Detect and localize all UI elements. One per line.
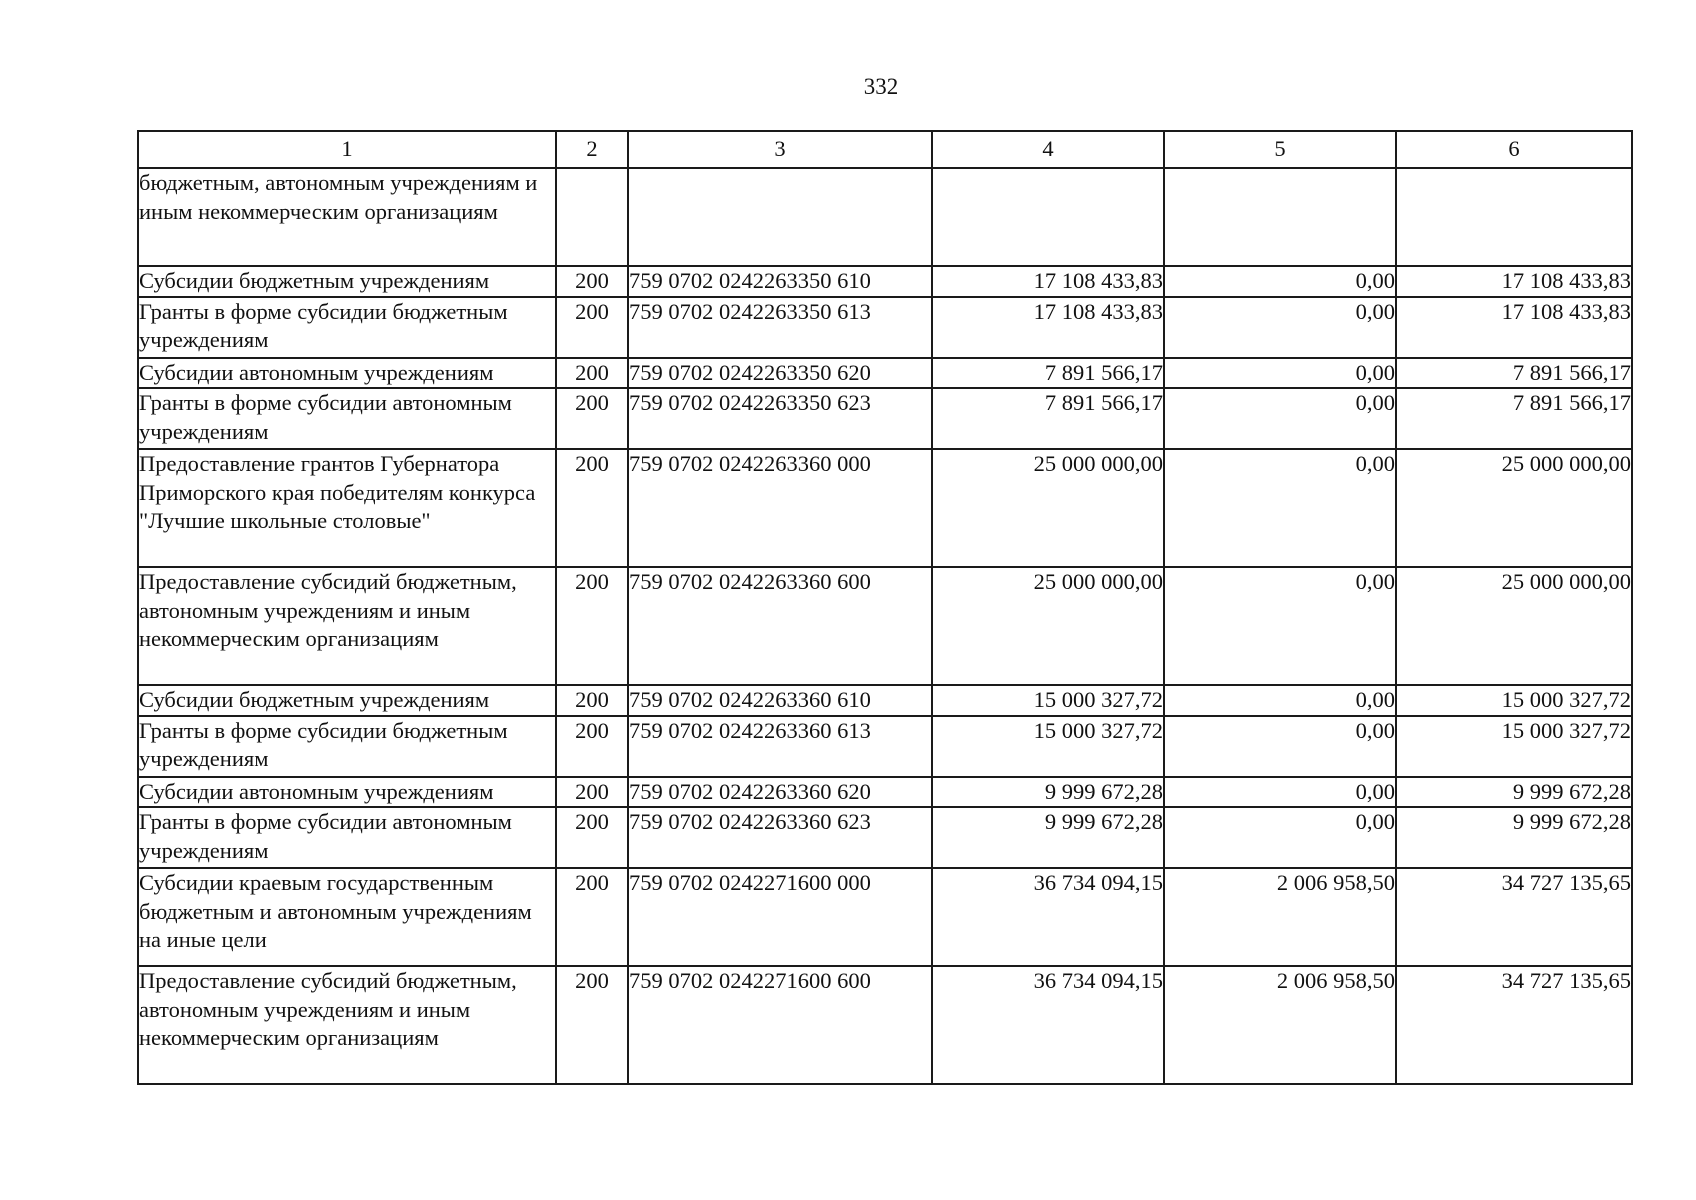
row-amount-col4: 25 000 000,00: [932, 567, 1164, 685]
table-row: [138, 807, 1632, 868]
table-row: [138, 567, 1632, 685]
row-grbs: 200: [556, 449, 628, 567]
row-amount-col6: 15 000 327,72: [1396, 685, 1632, 716]
row-amount-col4: 7 891 566,17: [932, 388, 1164, 449]
row-name: Гранты в форме субсидии бюджетным учреждениям: [138, 716, 556, 777]
row-code: 759 0702 0242263350 610: [628, 266, 932, 297]
table-row: [138, 685, 1632, 716]
row-amount-col4: 9 999 672,28: [932, 807, 1164, 868]
row-amount-col4: 25 000 000,00: [932, 449, 1164, 567]
row-amount-col6: 17 108 433,83: [1396, 297, 1632, 358]
column-header: 3: [628, 131, 932, 168]
row-amount-col4: 36 734 094,15: [932, 966, 1164, 1084]
row-code: 759 0702 0242263360 610: [628, 685, 932, 716]
table-row: [138, 388, 1632, 449]
row-amount-col6: 34 727 135,65: [1396, 868, 1632, 966]
row-code: 759 0702 0242263360 623: [628, 807, 932, 868]
row-code: [628, 168, 932, 266]
row-code: 759 0702 0242263360 613: [628, 716, 932, 777]
table-header-row: [138, 131, 1632, 168]
row-amount-col6: [1396, 168, 1632, 266]
row-code: 759 0702 0242263350 623: [628, 388, 932, 449]
row-name: Субсидии автономным учреждениям: [138, 777, 556, 808]
row-amount-col4: 9 999 672,28: [932, 777, 1164, 808]
row-amount-col4: [932, 168, 1164, 266]
row-amount-col5: 0,00: [1164, 449, 1396, 567]
page-number: 332: [863, 74, 899, 99]
table-row: [138, 868, 1632, 966]
row-grbs: [556, 168, 628, 266]
row-code: 759 0702 0242271600 000: [628, 868, 932, 966]
row-amount-col6: 9 999 672,28: [1396, 807, 1632, 868]
row-amount-col4: 7 891 566,17: [932, 358, 1164, 389]
row-name: Субсидии автономным учреждениям: [138, 358, 556, 389]
row-amount-col5: 2 006 958,50: [1164, 868, 1396, 966]
row-name: Гранты в форме субсидии бюджетным учреждениям: [138, 297, 556, 358]
row-amount-col5: 0,00: [1164, 807, 1396, 868]
row-grbs: 200: [556, 266, 628, 297]
row-amount-col6: 25 000 000,00: [1396, 567, 1632, 685]
column-header: 6: [1396, 131, 1632, 168]
column-header: 2: [556, 131, 628, 168]
row-code: 759 0702 0242263360 000: [628, 449, 932, 567]
row-grbs: 200: [556, 868, 628, 966]
row-amount-col4: 36 734 094,15: [932, 868, 1164, 966]
row-amount-col5: 0,00: [1164, 567, 1396, 685]
row-name: бюджетным, автономным учреждениям и иным некоммерческим организациям: [138, 168, 556, 266]
row-name: Гранты в форме субсидии автономным учреждениям: [138, 388, 556, 449]
row-grbs: 200: [556, 685, 628, 716]
row-amount-col5: 2 006 958,50: [1164, 966, 1396, 1084]
row-amount-col5: 0,00: [1164, 716, 1396, 777]
table-row: [138, 966, 1632, 1084]
row-grbs: 200: [556, 388, 628, 449]
row-amount-col6: 7 891 566,17: [1396, 358, 1632, 389]
row-amount-col6: 9 999 672,28: [1396, 777, 1632, 808]
row-amount-col5: 0,00: [1164, 777, 1396, 808]
table-row: [138, 358, 1632, 389]
row-amount-col4: 15 000 327,72: [932, 716, 1164, 777]
row-grbs: 200: [556, 966, 628, 1084]
row-code: 759 0702 0242271600 600: [628, 966, 932, 1084]
row-name: Предоставление грантов Губернатора Приморского края победителям конкурса "Лучшие школьные столовые": [138, 449, 556, 567]
row-grbs: 200: [556, 567, 628, 685]
row-grbs: 200: [556, 716, 628, 777]
row-code: 759 0702 0242263360 600: [628, 567, 932, 685]
row-amount-col5: [1164, 168, 1396, 266]
budget-table: [137, 130, 1633, 1085]
table-row: [138, 266, 1632, 297]
row-name: Гранты в форме субсидии автономным учреждениям: [138, 807, 556, 868]
row-amount-col5: 0,00: [1164, 297, 1396, 358]
row-amount-col4: 17 108 433,83: [932, 266, 1164, 297]
row-amount-col5: 0,00: [1164, 685, 1396, 716]
table-row: [138, 449, 1632, 567]
column-header: 5: [1164, 131, 1396, 168]
row-amount-col6: 34 727 135,65: [1396, 966, 1632, 1084]
row-grbs: 200: [556, 358, 628, 389]
row-amount-col6: 25 000 000,00: [1396, 449, 1632, 567]
row-amount-col6: 17 108 433,83: [1396, 266, 1632, 297]
table-row: [138, 297, 1632, 358]
row-grbs: 200: [556, 807, 628, 868]
row-amount-col5: 0,00: [1164, 388, 1396, 449]
row-amount-col6: 7 891 566,17: [1396, 388, 1632, 449]
row-grbs: 200: [556, 777, 628, 808]
row-name: Предоставление субсидий бюджетным, автономным учреждениям и иным некоммерческим организациям: [138, 966, 556, 1084]
column-header: 4: [932, 131, 1164, 168]
row-name: Субсидии бюджетным учреждениям: [138, 685, 556, 716]
table-row: [138, 716, 1632, 777]
row-amount-col4: 17 108 433,83: [932, 297, 1164, 358]
row-grbs: 200: [556, 297, 628, 358]
row-amount-col5: 0,00: [1164, 266, 1396, 297]
row-code: 759 0702 0242263360 620: [628, 777, 932, 808]
row-code: 759 0702 0242263350 613: [628, 297, 932, 358]
row-name: Предоставление субсидий бюджетным, автономным учреждениям и иным некоммерческим организациям: [138, 567, 556, 685]
row-code: 759 0702 0242263350 620: [628, 358, 932, 389]
row-name: Субсидии бюджетным учреждениям: [138, 266, 556, 297]
table-row: [138, 168, 1632, 266]
row-amount-col4: 15 000 327,72: [932, 685, 1164, 716]
row-amount-col6: 15 000 327,72: [1396, 716, 1632, 777]
table-row: [138, 777, 1632, 808]
column-header: 1: [138, 131, 556, 168]
row-name: Субсидии краевым государственным бюджетным и автономным учреждениям на иные цели: [138, 868, 556, 966]
row-amount-col5: 0,00: [1164, 358, 1396, 389]
